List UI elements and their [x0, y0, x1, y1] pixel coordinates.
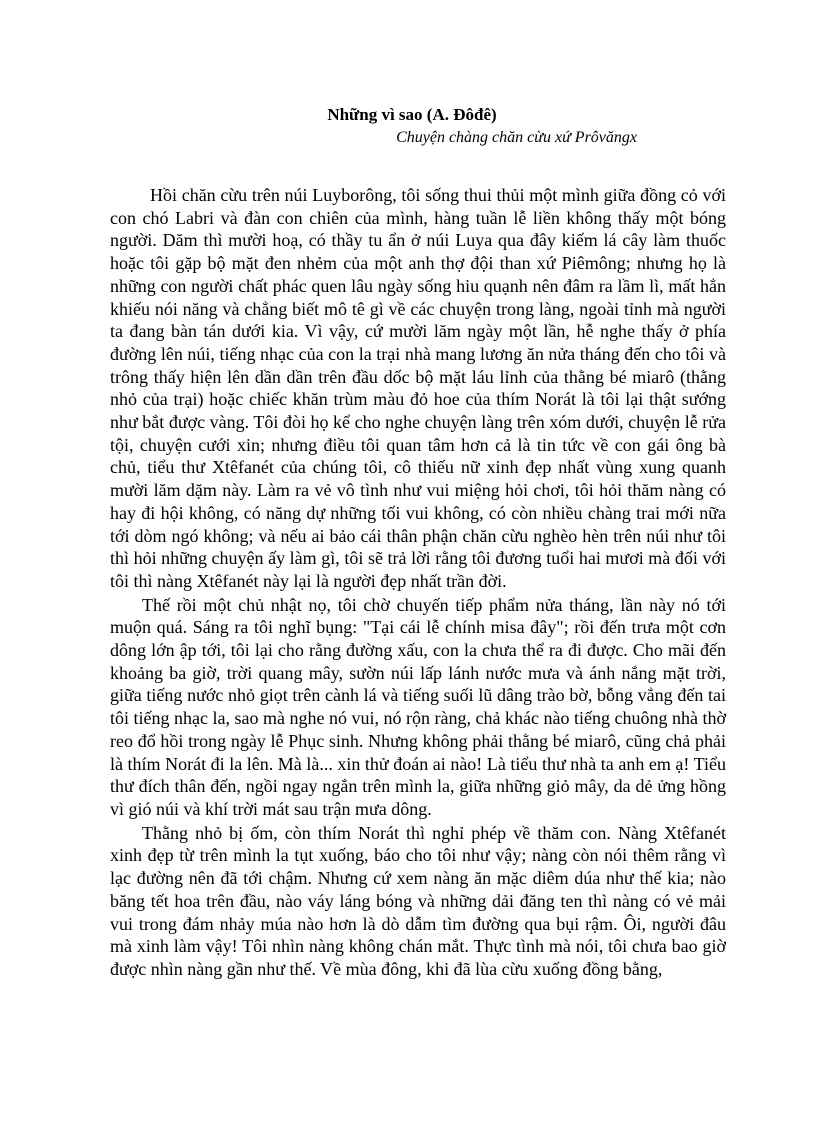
document-title: Những vì sao (A. Đôđê) — [327, 105, 497, 124]
paragraph-2: Thế rồi một chủ nhật nọ, tôi chờ chuyến tiếp phẩm nửa tháng, lần này nó tới muộn quá. Sáng ra tôi nghĩ bụng: "Tại cái lễ chính misa đây"; rồi đến trưa một cơn dông lớn ập tới, tôi lại cho rằng đường xấu, con la chưa thể ra đi được. Cho mãi đến khoảng ba giờ, trời quang mây, sườn núi lấp lánh nước mưa và ánh nắng mặt trời, giữa tiếng nước nhỏ giọt trên cành lá và tiếng suối lũ dâng trào bờ, bỗng vẳng đến tai tôi tiếng nhạc la, sao mà nghe nó vui, nó rộn ràng, chả khác nào tiếng chuông nhà thờ reo đổ hồi trong ngày lễ Phục sinh. Nhưng không phải thằng bé miarô, cũng chả phải là thím Norát đi la lên. Mà là... xin thử đoán ai nào! Là tiểu thư nhà ta anh em ạ! Tiểu thư đích thân đến, ngồi ngay ngắn trên mình la, giữa những giỏ mây, da dẻ ửng hồng vì gió núi và khí trời mát sau trận mưa dông. — [110, 594, 726, 819]
paragraph-3: Thằng nhỏ bị ốm, còn thím Norát thì nghỉ phép về thăm con. Nàng Xtêfanét xinh đẹp từ trên mình la tụt xuống, báo cho tôi như vậy; nàng còn nói thêm rằng vì lạc đường nên đã tới chậm. Nhưng cứ xem nàng ăn mặc diêm dúa như thế kia; nào băng tết hoa trên đầu, nào váy láng bóng và những dải đăng ten thì nàng có vẻ mải vui trong đám nhảy múa nào hơn là dò dẫm tìm đường qua bụi rậm. Ôi, người đâu mà xinh làm vậy! Tôi nhìn nàng không chán mắt. Thực tình mà nói, tôi chưa bao giờ được nhìn nàng gần như thế. Về mùa đông, khi đã lùa cừu xuống đồng bằng, — [110, 822, 726, 979]
document-body — [110, 184, 726, 981]
paragraph-1: Hồi chăn cừu trên núi Luyborông, tôi sống thui thủi một mình giữa đồng cỏ với con chó Labri và đàn con chiên của mình, hàng tuần lễ liền không thấy một bóng người. Dăm thì mười hoạ, có thầy tu ẩn ở núi Luya qua đây kiếm lá cây làm thuốc hoặc tôi gặp bộ mặt đen nhẻm của một anh thợ đội than xứ Piêmông; nhưng họ là những con người chất phác quen lâu ngày sống hiu quạnh nên đâm ra lầm lì, mất hẳn khiếu nói năng và chẳng biết mô tê gì về các chuyện trong làng, ngoài tỉnh mà người ta đang bàn tán dưới kia. Vì vậy, cứ mười lăm ngày một lần, hễ nghe thấy ở phía đường lên núi, tiếng nhạc của con la trại nhà mang lương ăn nửa tháng đến cho tôi và trông thấy hiện lên dần dần trên đầu dốc bộ mặt láu lỉnh của thằng bé miarô (thằng nhỏ của trại) hoặc chiếc khăn trùm màu đỏ hoe của thím Norát là tôi lại thật sướng như bắt được vàng. Tôi đòi họ kể cho nghe chuyện làng trên xóm dưới, chuyện lễ rửa tội, chuyện cưới xin; nhưng điều tôi quan tâm hơn cả là tin tức về con gái ông bà chủ, tiểu thư Xtêfanét của chúng tôi, cô thiếu nữ xinh đẹp nhất vùng xung quanh mười lăm dặm này. Làm ra vẻ vô tình như vui miệng hỏi chơi, tôi hỏi thăm nàng có hay đi hội không, có năng dự những tối vui không, có còn nhiều chàng trai mới nữa tới dòm ngó không; và nếu ai bảo cái thân phận chăn cừu nghèo hèn trên núi như tôi thì hỏi những chuyện ấy làm gì, tôi sẽ trả lời rằng tôi đương tuổi hai mươi mà đối với tôi thì nàng Xtêfanét này lại là người đẹp nhất trần đời. — [110, 185, 726, 591]
document-subtitle: Chuyện chàng chăn cừu xứ Prôvăngx — [396, 129, 637, 146]
